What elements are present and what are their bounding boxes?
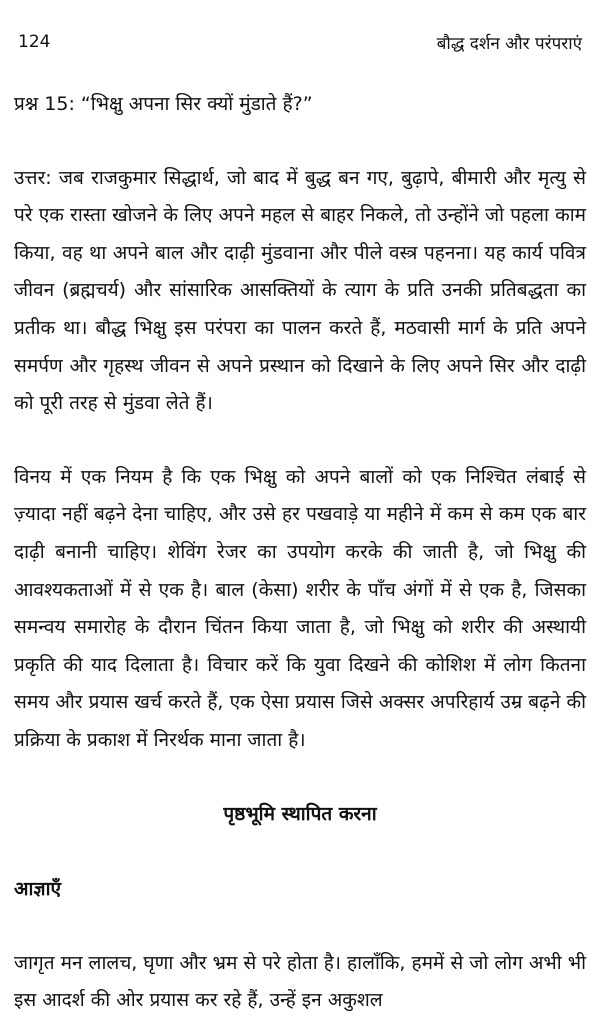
- continuing-paragraph: जागृत मन लालच, घृणा और भ्रम से परे होता है। हालाँकि, हममें से जो लोग अभी भी इस आदर्श की ओर प्रयास कर रहे हैं, उन्हें इन अकुशल: [14, 951, 586, 1012]
- vinaya-paragraph: विनय में एक नियम है कि एक भिक्षु को अपने बालों को एक निश्चित लंबाई से ज़्यादा नहीं बढ़ने देना चाहिए, और उसे हर पखवाड़े या महीने में कम से कम एक बार दाढ़ी बनानी चाहिए। शेविंग रेजर का उपयोग करके की जाती है, जो भिक्षु की आवश्यकताओं में से एक है। बाल (केसा) शरीर के पाँच अंगों में से एक है, जिसका समन्वय समारोह के दौरान चिंतन किया जाता है, जो भिक्षु को शरीर की अस्थायी प्रकृति की याद दिलाता है। विचार करें कि युवा दिखने की कोशिश में लोग कितना समय और प्रयास खर्च करते हैं, एक ऐसा प्रयास जिसे अक्सर अपरिहार्य उम्र बढ़ने की प्रक्रिया के प्रकाश में निरर्थक माना जाता है।: [14, 465, 586, 751]
- running-title: बौद्ध दर्शन और परंपराएं: [436, 33, 582, 54]
- page-number: 124: [18, 32, 51, 52]
- page-body: [14, 86, 586, 1020]
- sub-heading: आज्ञाएँ: [14, 878, 62, 901]
- answer-paragraph: उत्तर: जब राजकुमार सिद्धार्थ, जो बाद में बुद्ध बन गए, बुढ़ापे, बीमारी और मृत्यु से परे एक रास्ता खोजने के लिए अपने महल से बाहर निकले, तो उन्होंने जो पहला काम किया, वह था अपने बाल और दाढ़ी मुंडवाना और पीले वस्त्र पहनना। यह कार्य पवित्र जीवन (ब्रह्मचर्य) और सांसारिक आसक्तियों के त्याग के प्रति उनकी प्रतिबद्धता का प्रतीक था। बौद्ध भिक्षु इस परंपरा का पालन करते हैं, मठवासी मार्ग के प्रति अपने समर्पण और गृहस्थ जीवन से अपने प्रस्थान को दिखाने के लिए अपने सिर और दाढ़ी को पूरी तरह से मुंडवा लेते हैं।: [14, 166, 586, 415]
- section-heading: पृष्ठभूमि स्थापित करना: [223, 802, 377, 825]
- page-header: [18, 28, 582, 56]
- question-heading: प्रश्न 15: “भिक्षु अपना सिर क्यों मुंडाते हैं?”: [14, 93, 313, 115]
